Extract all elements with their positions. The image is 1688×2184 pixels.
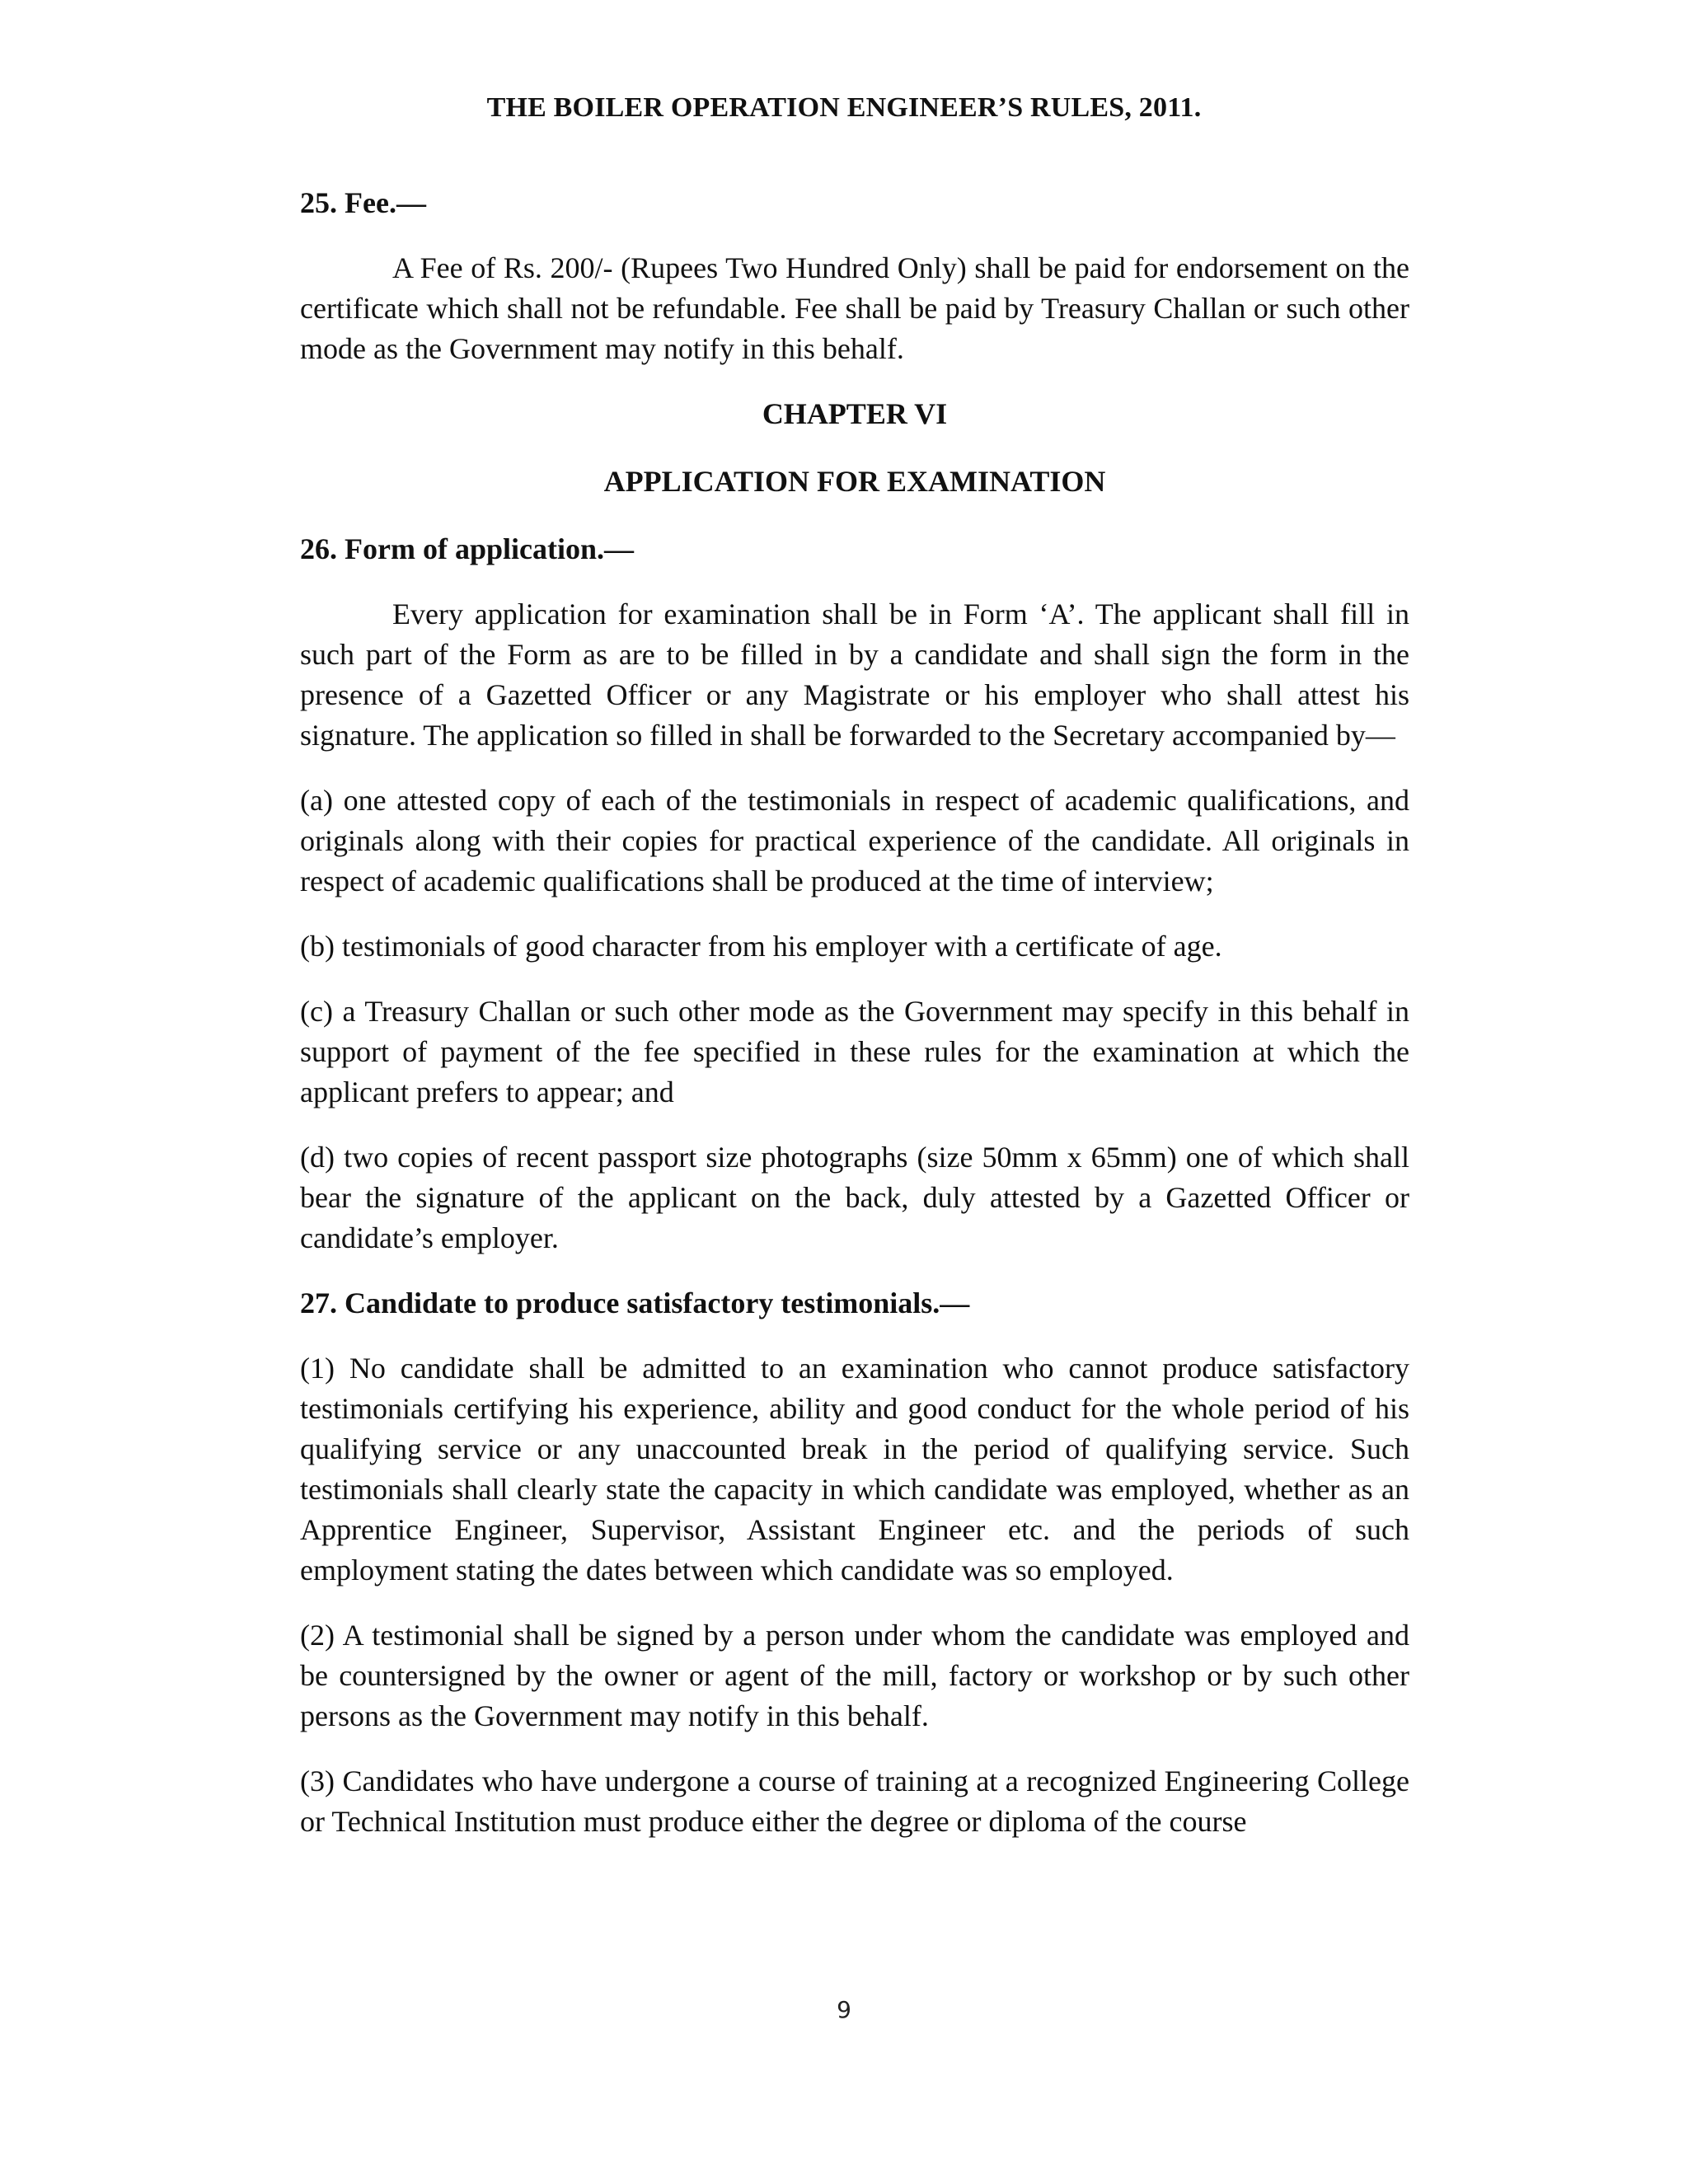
chapter-number: CHAPTER VI xyxy=(762,397,948,430)
running-title: THE BOILER OPERATION ENGINEER’S RULES, 2011. xyxy=(486,92,1202,123)
section-25-heading: 25. Fee.— xyxy=(300,186,426,219)
section-26-clause-c: (c) a Treasury Challan or such other mode as the Government may specify in this behalf in support of payment of the fee specified in these rules for the examination at which the applicant prefers to appear; and xyxy=(300,995,1409,1108)
section-27-clause-1: (1) No candidate shall be admitted to an examination who cannot produce satisfactory testimonials certifying his experience, ability and good conduct for the whole period of his qualifying service or any unaccounted break in the period of qualifying service. Such testimonials shall clearly state the capacity in which candidate was employed, whether as an Apprentice Engineer, Supervisor, Assistant Engineer etc. and the periods of such employment stating the dates between which candidate was so employed. xyxy=(300,1352,1409,1586)
section-26-clause-d: (d) two copies of recent passport size photographs (size 50mm x 65mm) one of which shall bear the signature of the applicant on the back, duly attested by a Gazetted Officer or candidate’s employer. xyxy=(300,1141,1409,1254)
section-26-intro: Every application for examination shall be in Form ‘A’. The applicant shall fill in such part of the Form as are to be filled in by a candidate and shall sign the form in the presence of a Gazetted Officer or any Magistrate or his employer who shall attest his signature. The application so filled in shall be forwarded to the Secretary accompanied by— xyxy=(300,598,1409,752)
section-27-heading: 27. Candidate to produce satisfactory testimonials.— xyxy=(300,1286,970,1319)
section-26-clause-a: (a) one attested copy of each of the testimonials in respect of academic qualifications, and originals along with their copies for practical experience of the candidate. All originals in respect of academic qualifications shall be produced at the time of interview; xyxy=(300,784,1409,898)
section-26-heading: 26. Form of application.— xyxy=(300,532,634,565)
section-27-clause-2: (2) A testimonial shall be signed by a person under whom the candidate was employed and be countersigned by the owner or agent of the mill, factory or workshop or by such other persons as the Government may notify in this behalf. xyxy=(300,1619,1409,1732)
chapter-title: APPLICATION FOR EXAMINATION xyxy=(603,465,1106,498)
page-body xyxy=(300,183,1409,1867)
page-number: 9 xyxy=(837,1996,851,2023)
section-26-clause-b: (b) testimonials of good character from his employer with a certificate of age. xyxy=(300,930,1222,963)
section-25-paragraph: A Fee of Rs. 200/- (Rupees Two Hundred Only) shall be paid for endorsement on the certificate which shall not be refundable. Fee shall be paid by Treasury Challan or such other mode as the Government may notify in this behalf. xyxy=(300,251,1409,365)
section-27-clause-3: (3) Candidates who have undergone a course of training at a recognized Engineering College or Technical Institution must produce either the degree or diploma of the course xyxy=(300,1765,1409,1838)
